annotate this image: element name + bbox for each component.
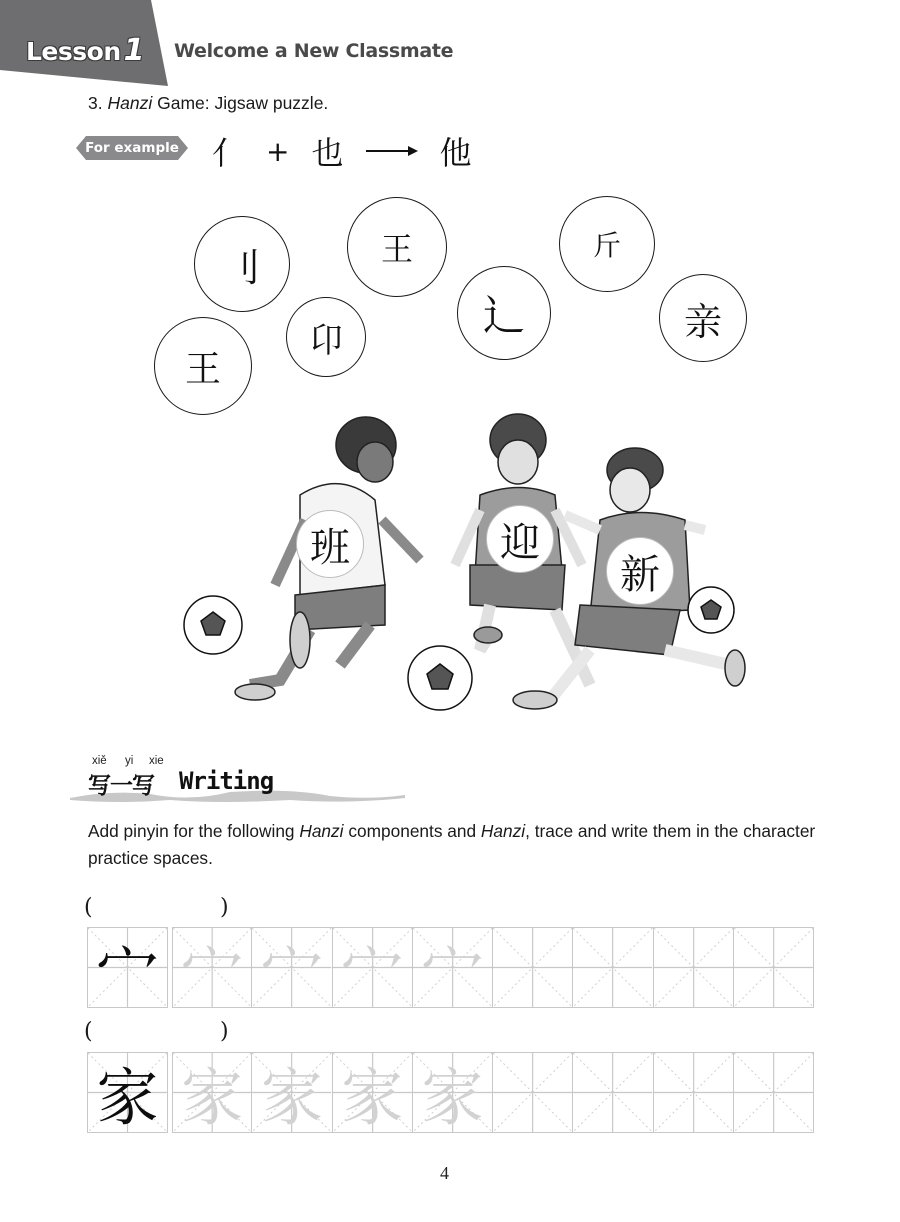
puzzle-piece-char: 辶 [482,291,525,340]
puzzle-piece-char: 王 [380,230,413,268]
trace-cell[interactable] [413,927,493,1008]
trace-character: 家 [421,1061,484,1134]
example-component-2: 也 [311,134,344,172]
puzzle-piece-char: 刂 [222,245,261,290]
trace-character: 宀 [260,936,323,1009]
instr-text-2: components and [343,821,481,841]
shirt-character-badge: 迎 [486,505,554,573]
pinyin-2: yi [125,755,134,767]
lesson-title: Welcome a New Classmate [174,40,454,62]
puzzle-piece-char: 王 [184,348,221,390]
trace-character: 宀 [421,936,484,1009]
trace-cell[interactable] [333,1052,413,1133]
trace-cell[interactable] [333,927,413,1008]
pinyin-answer-field-1[interactable] [100,898,218,922]
task-text: Game: Jigsaw puzzle. [157,93,329,113]
example-result: 他 [439,134,472,172]
plus-sign: + [266,134,290,168]
page-number: 4 [440,1163,449,1183]
instr-italic-1: Hanzi [299,821,344,841]
trace-character: 家 [260,1061,323,1134]
arrow-right-icon [366,144,418,158]
blank-practice-cell[interactable] [493,1052,573,1133]
trace-cell[interactable] [172,927,252,1008]
shirt-character-badge: 班 [296,510,364,578]
example-badge-label: For example [85,140,179,156]
blank-practice-cell[interactable] [654,1052,734,1133]
writing-title-chinese: 写一写 [88,773,154,799]
model-character: 家 [96,1061,159,1134]
practice-row-2 [87,1052,814,1133]
pinyin-paren-open-1: ( [84,895,93,920]
pinyin-paren-close-2: ) [220,1019,229,1044]
instr-text-1: Add pinyin for the following [88,821,300,841]
writing-instructions [88,818,823,872]
pinyin-answer-field-2[interactable] [100,1022,218,1046]
trace-cell[interactable] [252,927,332,1008]
pinyin-paren-open-2: ( [84,1019,93,1044]
trace-character: 家 [181,1061,244,1134]
puzzle-piece-char: 卬 [309,320,343,361]
instr-text-3: , trace and write them in the character practice spaces. [88,821,816,868]
trace-cell[interactable] [172,1052,252,1133]
puzzle-piece-char: 亲 [683,299,722,344]
trace-character: 家 [341,1061,404,1134]
puzzle-piece[interactable] [457,266,551,360]
writing-title-english: Writing [179,767,274,795]
example-component-1: 亻 [212,134,245,172]
lesson-label [26,33,144,68]
task-heading [88,93,328,114]
blank-practice-cell[interactable] [654,927,734,1008]
lesson-word: Lesson [26,37,121,66]
blank-practice-cell[interactable] [734,927,814,1008]
model-cell [87,927,168,1008]
task-number: 3. [88,93,103,113]
puzzle-piece[interactable] [659,274,747,362]
blank-practice-cell[interactable] [573,927,653,1008]
blank-practice-cell[interactable] [573,1052,653,1133]
trace-character: 宀 [341,936,404,1009]
instr-italic-2: Hanzi [480,821,526,841]
blank-practice-cell[interactable] [734,1052,814,1133]
pinyin-1: xiě [92,755,107,767]
puzzle-piece[interactable] [286,297,366,377]
task-italic: Hanzi [107,93,153,113]
model-cell [87,1052,168,1133]
trace-cell[interactable] [252,1052,332,1133]
model-character: 宀 [96,936,159,1009]
blank-practice-cell[interactable] [493,927,573,1008]
puzzle-piece[interactable] [347,197,447,297]
trace-cell[interactable] [413,1052,493,1133]
lesson-number: 1 [123,33,144,68]
trace-character: 宀 [181,936,244,1009]
pinyin-paren-close-1: ) [220,895,229,920]
shirt-character-badge: 新 [606,537,674,605]
soccer-illustration [170,400,770,730]
puzzle-piece[interactable] [194,216,290,312]
puzzle-piece-char: 斤 [592,229,621,262]
puzzle-piece[interactable] [559,196,655,292]
practice-row-1 [87,927,814,1008]
pinyin-3: xie [149,755,164,767]
example-formula [212,128,472,174]
